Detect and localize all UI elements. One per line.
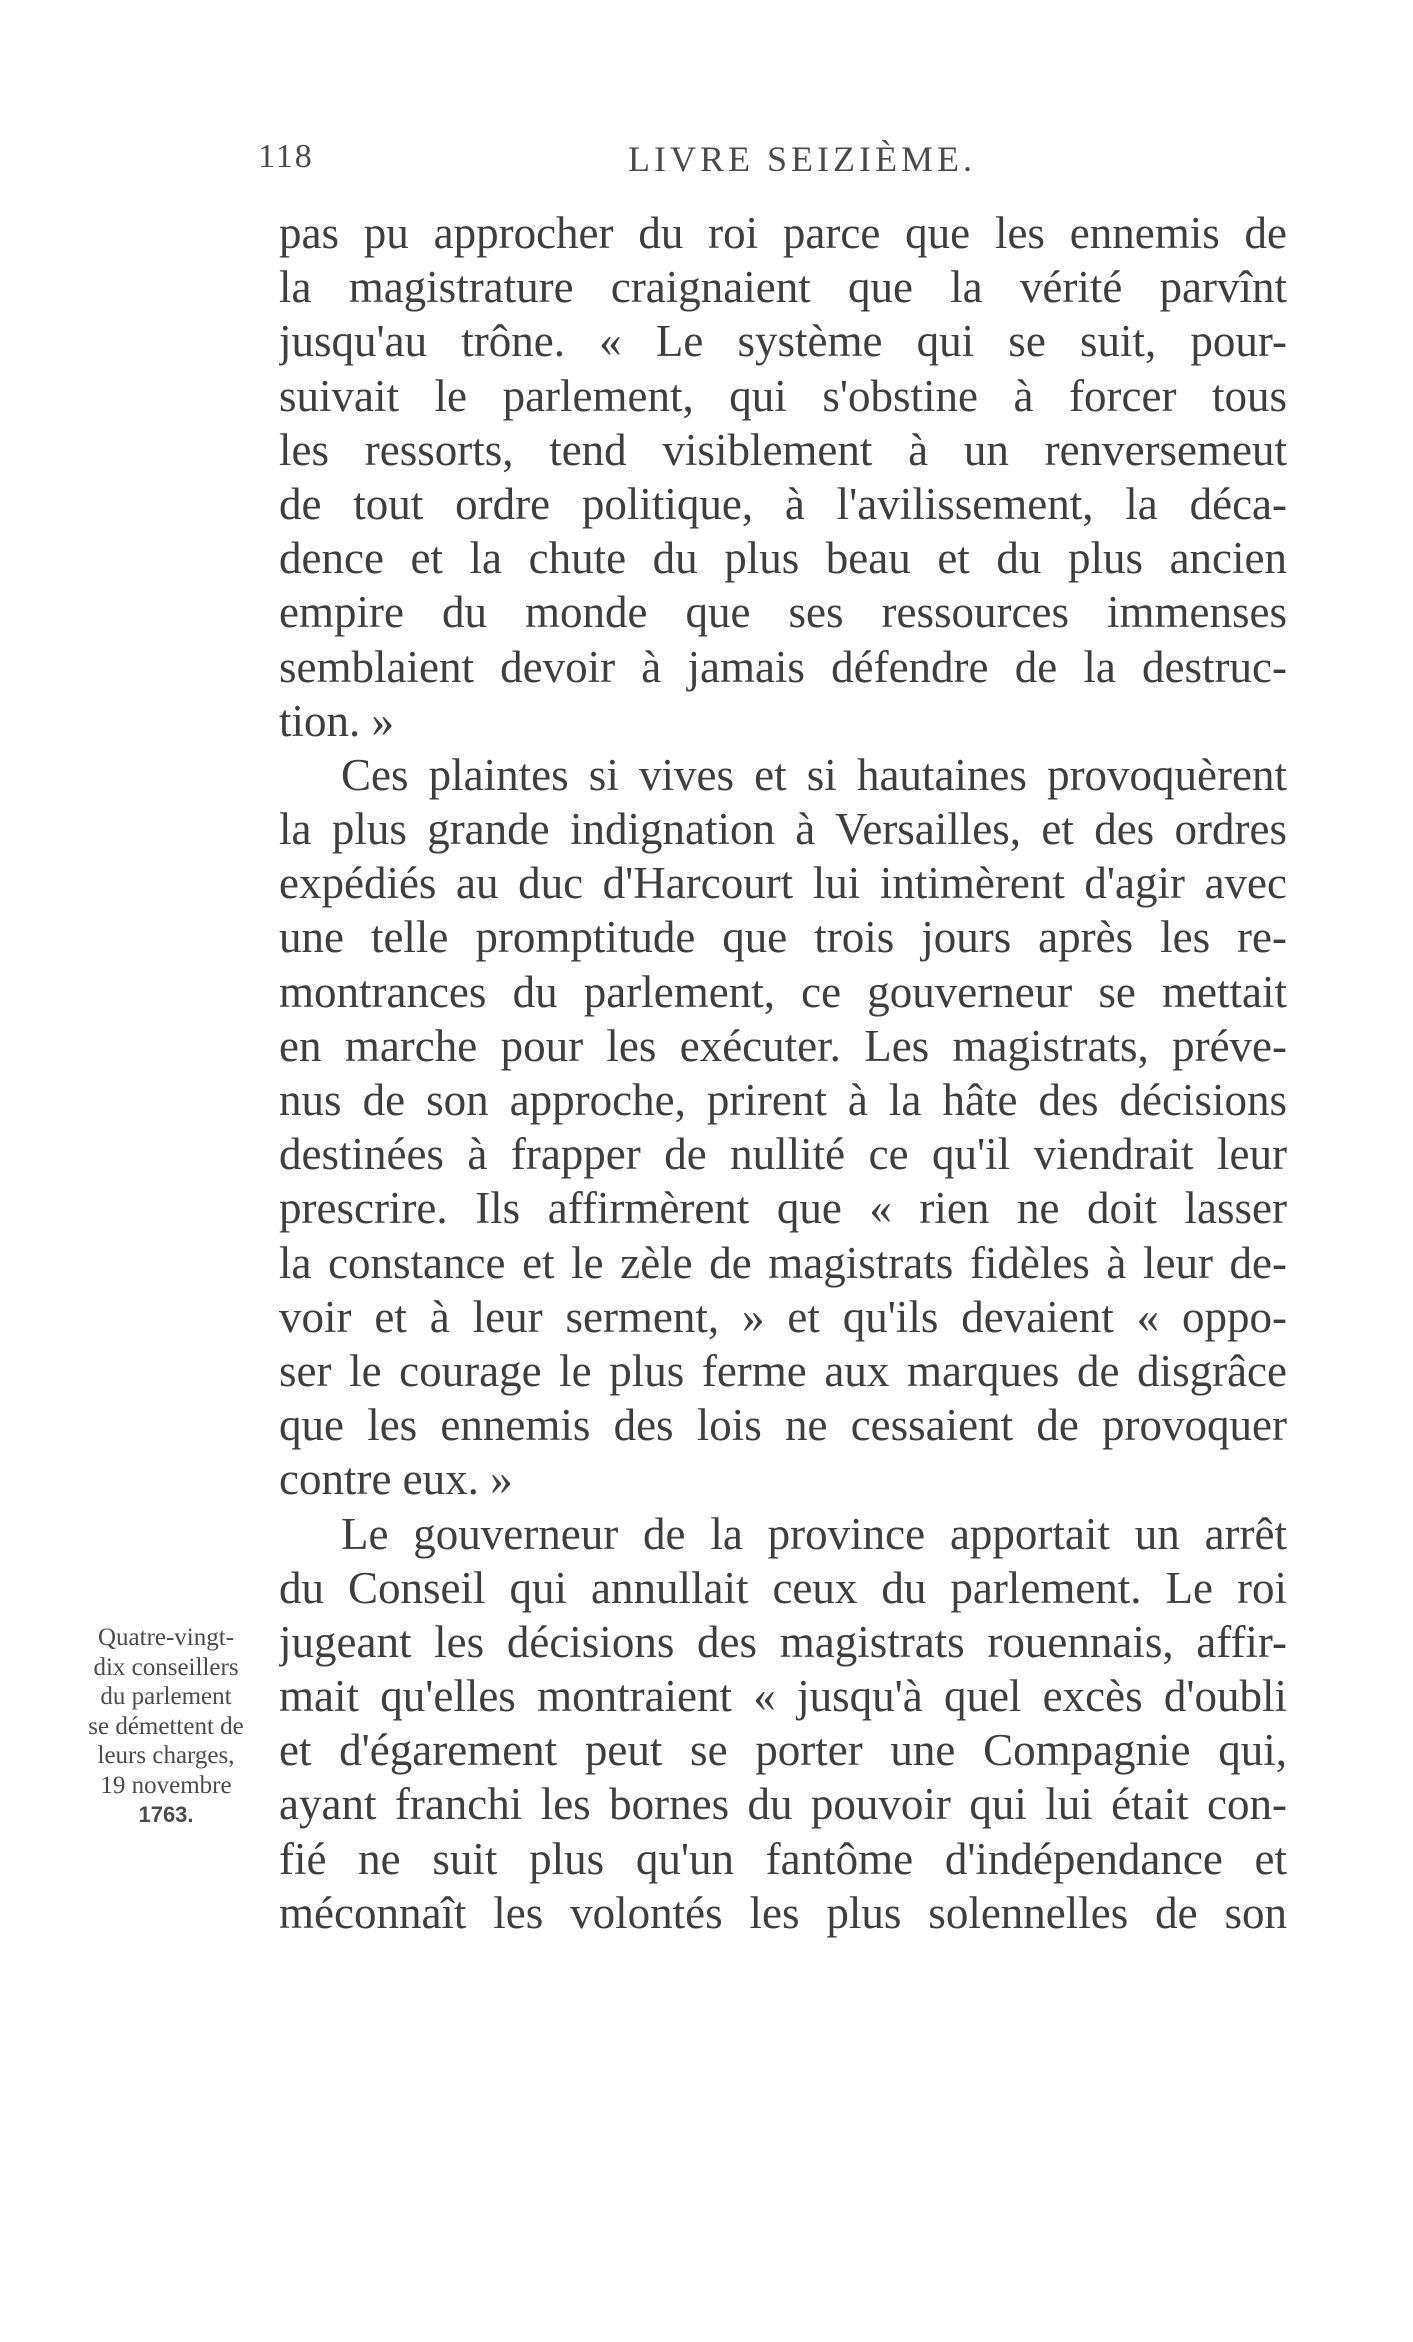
margin-note-line: leurs charges, (97, 1742, 235, 1769)
margin-note-line: Quatre-vingt- (97, 1624, 235, 1651)
text-line: que les ennemis des lois ne cessaient de provoquer (279, 1400, 1287, 1451)
main-text (279, 206, 1287, 1940)
text-line: la magistrature craignaient que la vérité parvînt (279, 262, 1287, 313)
text-line: jugeant les décisions des magistrats rouennais, affir- (279, 1616, 1287, 1667)
page-header (258, 138, 1288, 188)
text-line: mait qu'elles montraient « jusqu'à quel excès d'oubli (279, 1671, 1287, 1722)
margin-note-line: dix conseillers (93, 1653, 239, 1681)
text-line: méconnaît les volontés les plus solennelles de son (279, 1887, 1287, 1938)
text-line: prescrire. Ils affirmèrent que « rien ne doit lasser (279, 1183, 1287, 1234)
text-line: ayant franchi les bornes du pouvoir qui lui était con- (279, 1779, 1287, 1830)
text-line: jusqu'au trône. « Le système qui se suit, pour- (279, 316, 1287, 367)
text-line: pas pu approcher du roi parce que les ennemis de (279, 208, 1287, 258)
margin-note-line: 19 novembre (100, 1771, 232, 1799)
running-title: LIVRE SEIZIÈME. (628, 139, 976, 179)
text-line: et d'égarement peut se porter une Compagnie qui, (279, 1725, 1287, 1776)
text-line: du Conseil qui annullait ceux du parlement. Le roi (279, 1562, 1287, 1613)
text-line: en marche pour les exécuter. Les magistrats, préve- (279, 1020, 1287, 1071)
margin-note (56, 1623, 276, 1830)
text-line: fié ne suit plus qu'un fantôme d'indépendance et (279, 1833, 1287, 1884)
margin-note-line: se démettent de (88, 1712, 244, 1740)
text-line: montrances du parlement, ce gouverneur se mettait (279, 966, 1287, 1017)
text-line: la constance et le zèle de magistrats fidèles à leur de- (279, 1237, 1287, 1288)
paragraph-start-line: Le gouverneur de la province apportait un arrêt (341, 1508, 1287, 1559)
text-line: ser le courage le plus ferme aux marques de disgrâce (279, 1345, 1287, 1396)
margin-note-line: du parlement (100, 1683, 232, 1710)
text-line: suivait le parlement, qui s'obstine à forcer tous (279, 370, 1287, 421)
text-line: dence et la chute du plus beau et du plus ancien (279, 533, 1287, 584)
page-number: 118 (258, 138, 314, 175)
margin-note-year: 1763. (138, 1802, 194, 1827)
text-line: nus de son approche, prirent à la hâte des décisions (279, 1075, 1287, 1125)
text-line: tion. » (279, 695, 395, 746)
text-line: les ressorts, tend visiblement à un renversemeut (279, 424, 1287, 475)
text-line: la plus grande indignation à Versailles, et des ordres (279, 804, 1287, 855)
text-line: expédiés au duc d'Harcourt lui intimèrent d'agir avec (279, 858, 1287, 909)
text-line: semblaient devoir à jamais défendre de la destruc- (279, 641, 1287, 692)
paragraph-start-line: Ces plaintes si vives et si hautaines provoquèrent (341, 749, 1287, 800)
text-line: destinées à frapper de nullité ce qu'il viendrait leur (279, 1129, 1287, 1180)
text-line: contre eux. » (279, 1454, 513, 1505)
text-line: voir et à leur serment, » et qu'ils devaient « oppo- (279, 1291, 1287, 1342)
text-line: de tout ordre politique, à l'avilissement, la déca- (279, 478, 1287, 529)
text-line: une telle promptitude que trois jours après les re- (279, 912, 1287, 963)
text-line: empire du monde que ses ressources immenses (279, 587, 1287, 638)
